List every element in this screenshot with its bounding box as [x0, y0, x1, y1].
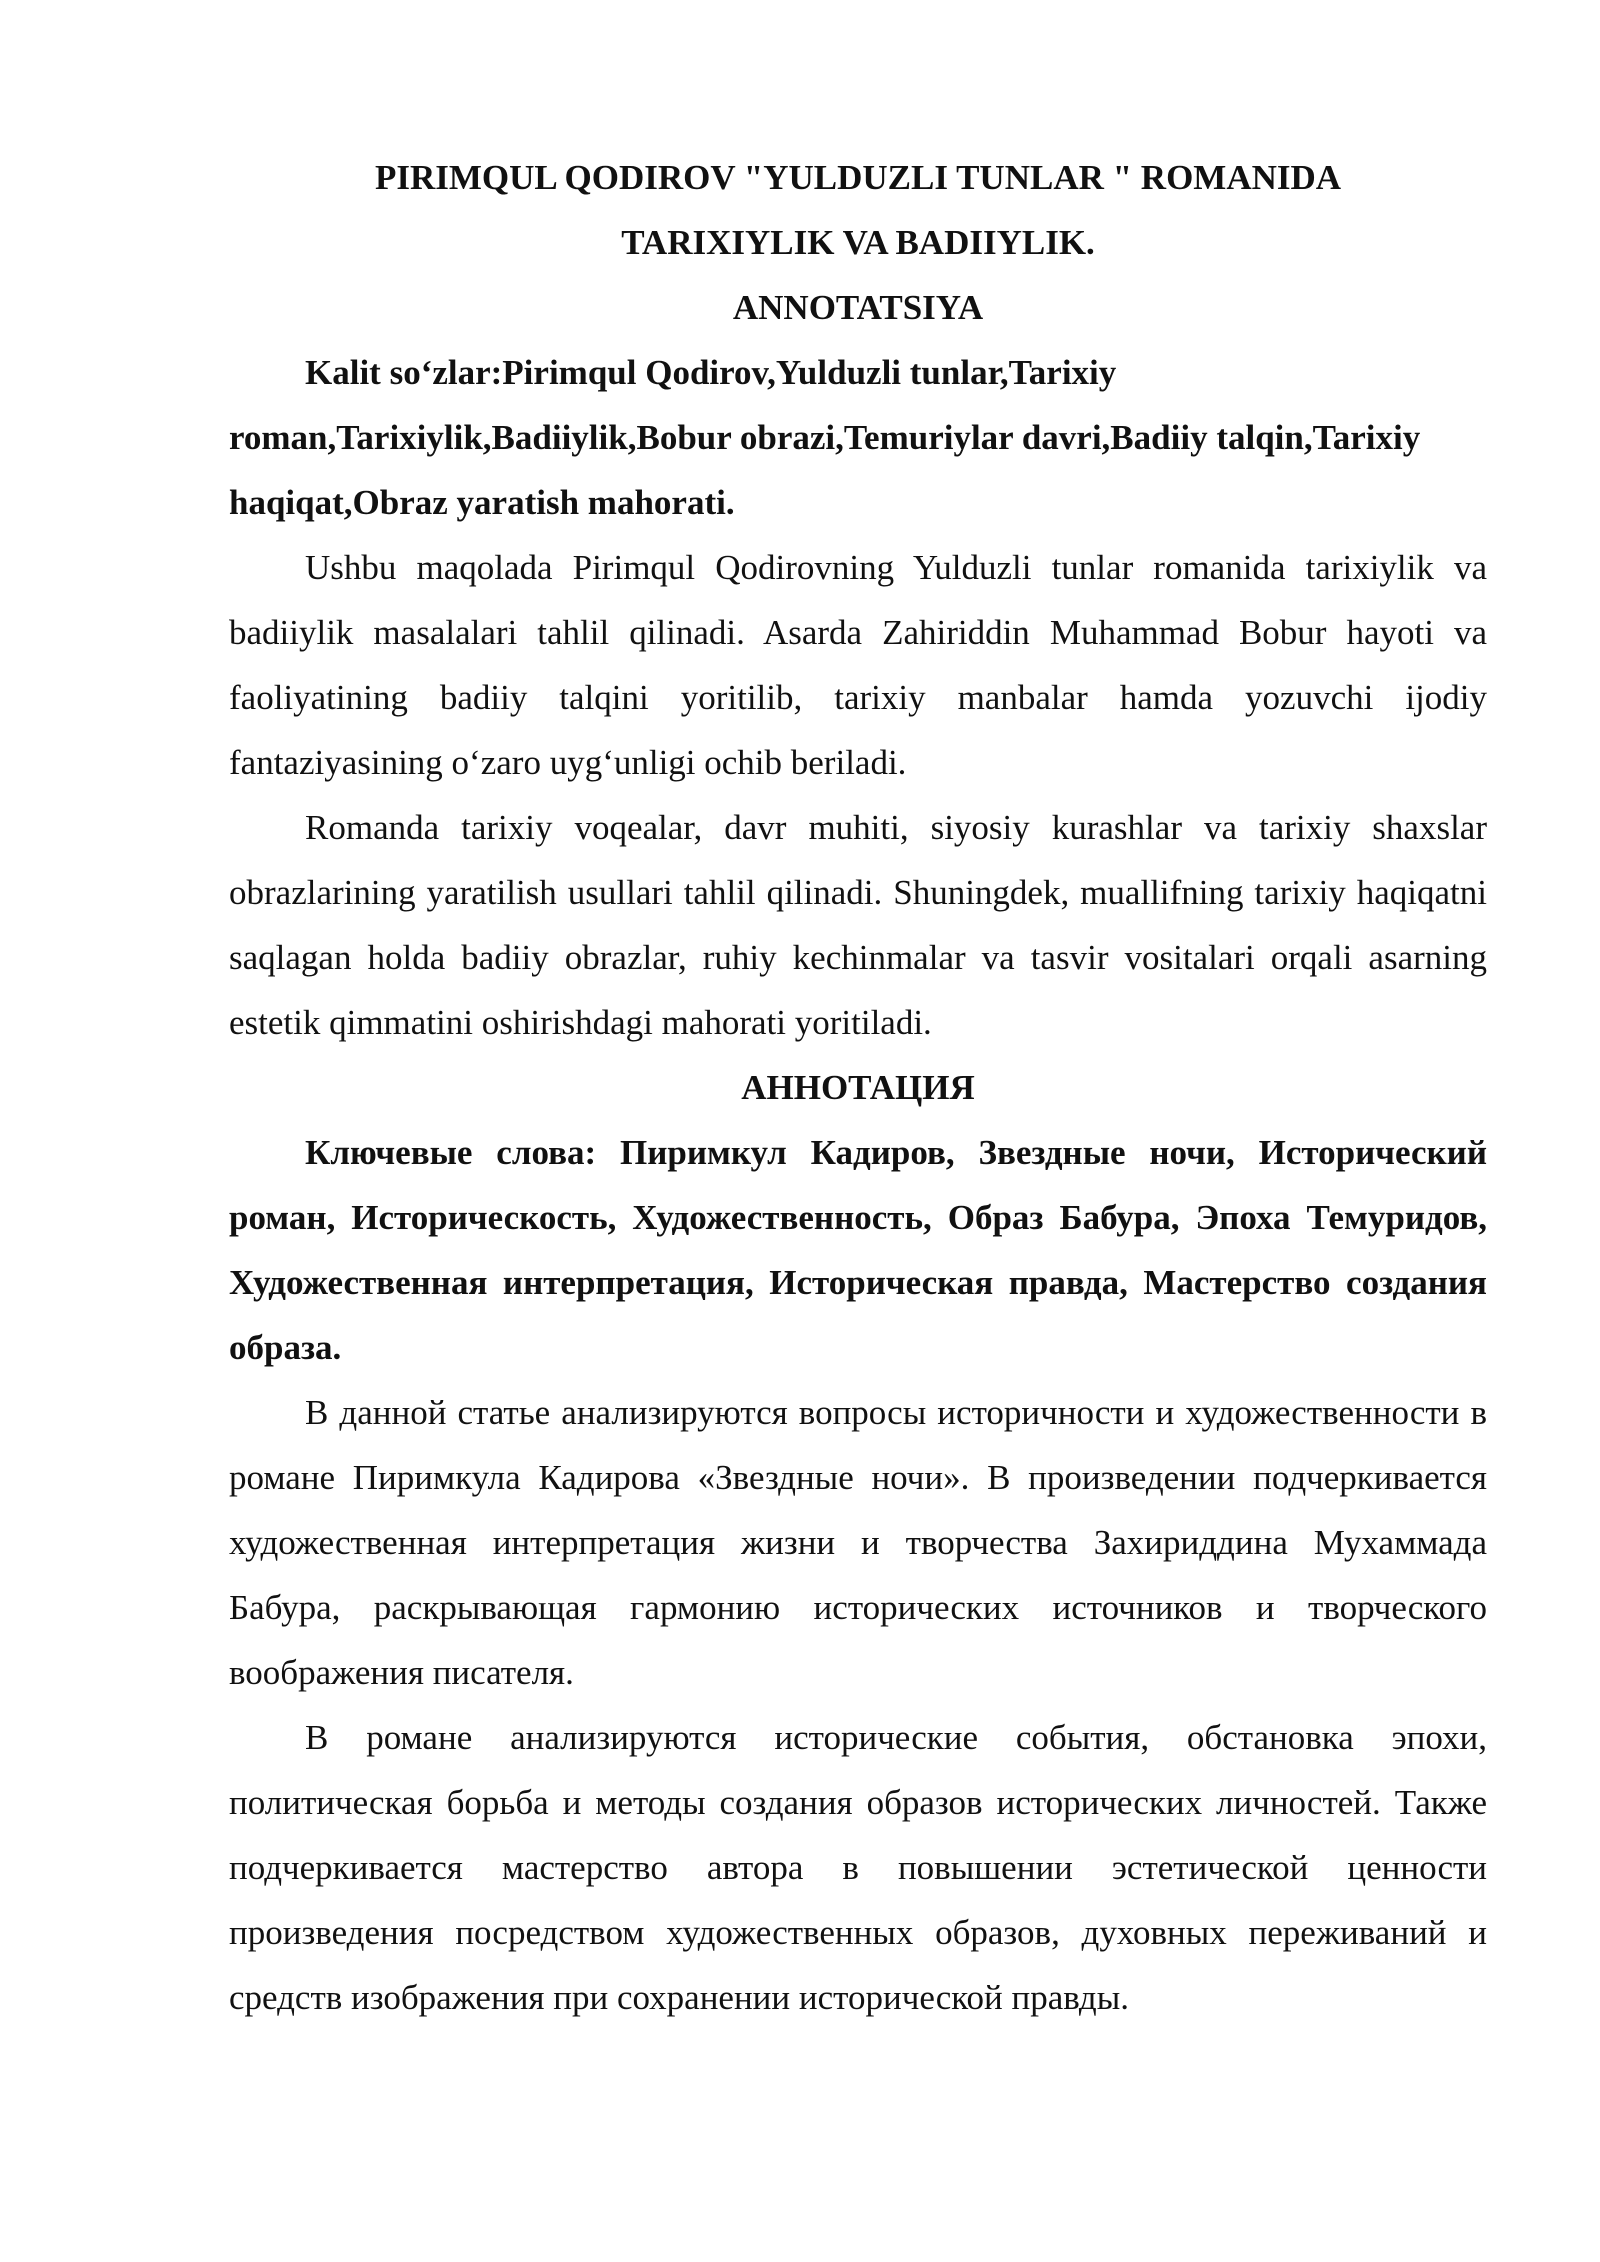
ru-paragraph-1: В данной статье анализируются вопросы историчности и художественности в романе Пиримкула Кадирова «Звездные ночи». В произведении подчеркивается художественная интерпретация жизни и творчества Захириддина Мухаммада Бабура, раскрывающая гармонию исторических источников и творческого воображения писателя.: [229, 1393, 1487, 1692]
ru-annotation-heading: АННОТАЦИЯ: [741, 1068, 975, 1107]
document-page: [229, 145, 1487, 2030]
article-title-line-2: TARIXIYLIK VA BADIIYLIK.: [621, 223, 1095, 262]
uz-paragraph-2: Romanda tarixiy voqealar, davr muhiti, siyosiy kurashlar va tarixiy shaxslar obrazlarining yaratilish usullari tahlil qilinadi. Shuningdek, muallifning tarixiy haqiqatni saqlagan holda badiiy obrazlar, ruhiy kechinmalar va tasvir vositalari orqali asarning estetik qimmatini oshirishdagi mahorati yoritiladi.: [229, 808, 1487, 1042]
uz-annotation-heading: ANNOTATSIYA: [732, 288, 984, 327]
ru-paragraph-2: В романе анализируются исторические события, обстановка эпохи, политическая борьба и методы создания образов исторических личностей. Также подчеркивается мастерство автора в повышении эстетической ценности произведения посредством художественных образов, духовных переживаний и средств изображения при сохранении исторической правды.: [229, 1718, 1487, 2017]
ru-keywords: Ключевые слова: Пиримкул Кадиров, Звездные ночи, Исторический роман, Историческость, Художественность, Образ Бабура, Эпоха Темуридов, Художественная интерпретация, Историческая правда, Мастерство создания образа.: [229, 1133, 1487, 1367]
uz-keywords: Kalit so‘zlar:Pirimqul Qodirov,Yulduzli tunlar,Tarixiy roman,Tarixiylik,Badiiylik,Bobur obrazi,Temuriylar davri,Badiiy talqin,Tarixiy haqiqat,Obraz yaratish mahorati.: [229, 353, 1421, 522]
uz-paragraph-1: Ushbu maqolada Pirimqul Qodirovning Yulduzli tunlar romanida tarixiylik va badiiylik masalalari tahlil qilinadi. Asarda Zahiriddin Muhammad Bobur hayoti va faoliyatining badiiy talqini yoritilib, tarixiy manbalar hamda yozuvchi ijodiy fantaziyasining o‘zaro uyg‘unligi ochib beriladi.: [229, 548, 1487, 782]
article-title-line-1: PIRIMQUL QODIROV "YULDUZLI TUNLAR " ROMANIDA: [374, 158, 1342, 197]
